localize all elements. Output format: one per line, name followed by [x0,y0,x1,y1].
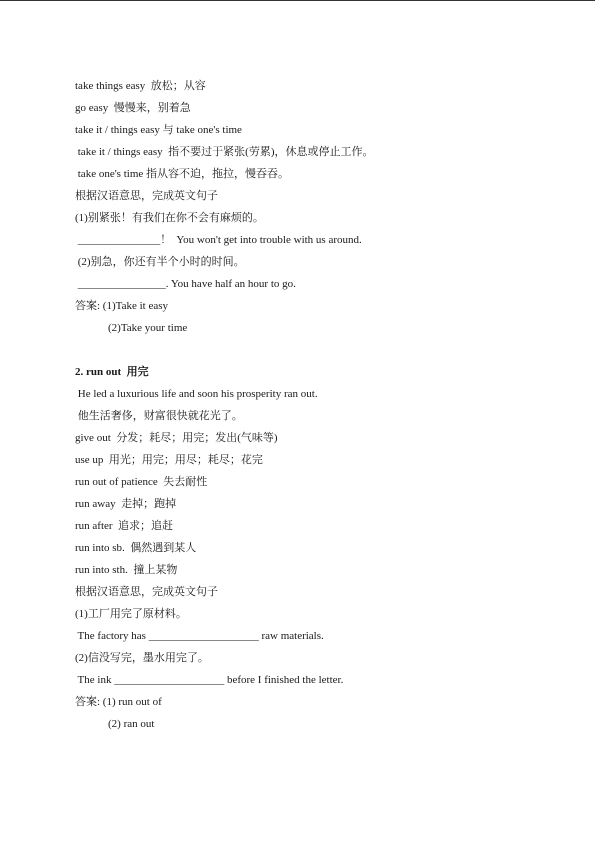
text-line: take it / things easy 指不要过于紧张(劳累)，休息或停止工作。 [75,146,374,158]
text-line: run after 追求；追赶 [75,520,174,532]
text-line: _______________！ You won't get into trouble with us around. [75,234,362,246]
answer-line: 答案: (1)Take it easy [75,300,169,312]
text-line: He led a luxurious life and soon his prosperity ran out. [75,388,318,400]
text-line: take things easy 放松；从容 [75,80,206,92]
section-heading: 2. run out 用完 [75,366,149,378]
text-line: run into sb. 偶然遇到某人 [75,542,197,554]
text-line: (2)信没写完，墨水用完了。 [75,652,209,664]
text-line: run into sth. 撞上某物 [75,564,178,576]
text-line: 他生活奢侈，财富很快就花光了。 [75,410,243,422]
answer-line: (2) ran out [108,718,155,730]
text-line: take it / things easy 与 take one's time [75,124,242,136]
text-line: use up 用光；用完；用尽；耗尽；花完 [75,454,263,466]
text-line: (1)别紧张！有我们在你不会有麻烦的。 [75,212,264,224]
text-line: 根据汉语意思，完成英文句子 [75,586,218,598]
text-line: ________________. You have half an hour to go. [75,278,296,290]
text-line: The factory has ____________________ raw materials. [75,630,324,642]
answer-line: (2)Take your time [108,322,188,334]
text-line: give out 分发；耗尽；用完；发出(气味等) [75,432,278,444]
text-line: (1)工厂用完了原材料。 [75,608,187,620]
text-line: go easy 慢慢来，别着急 [75,102,191,114]
text-line: (2)别急，你还有半个小时的时间。 [75,256,245,268]
text-line: run away 走掉；跑掉 [75,498,177,510]
text-line: 根据汉语意思，完成英文句子 [75,190,218,202]
text-line: take one's time 指从容不迫，拖拉，慢吞吞。 [75,168,290,180]
answer-line: 答案: (1) run out of [75,696,162,708]
text-line: The ink ____________________ before I finished the letter. [75,674,344,686]
text-line: run out of patience 失去耐性 [75,476,208,488]
